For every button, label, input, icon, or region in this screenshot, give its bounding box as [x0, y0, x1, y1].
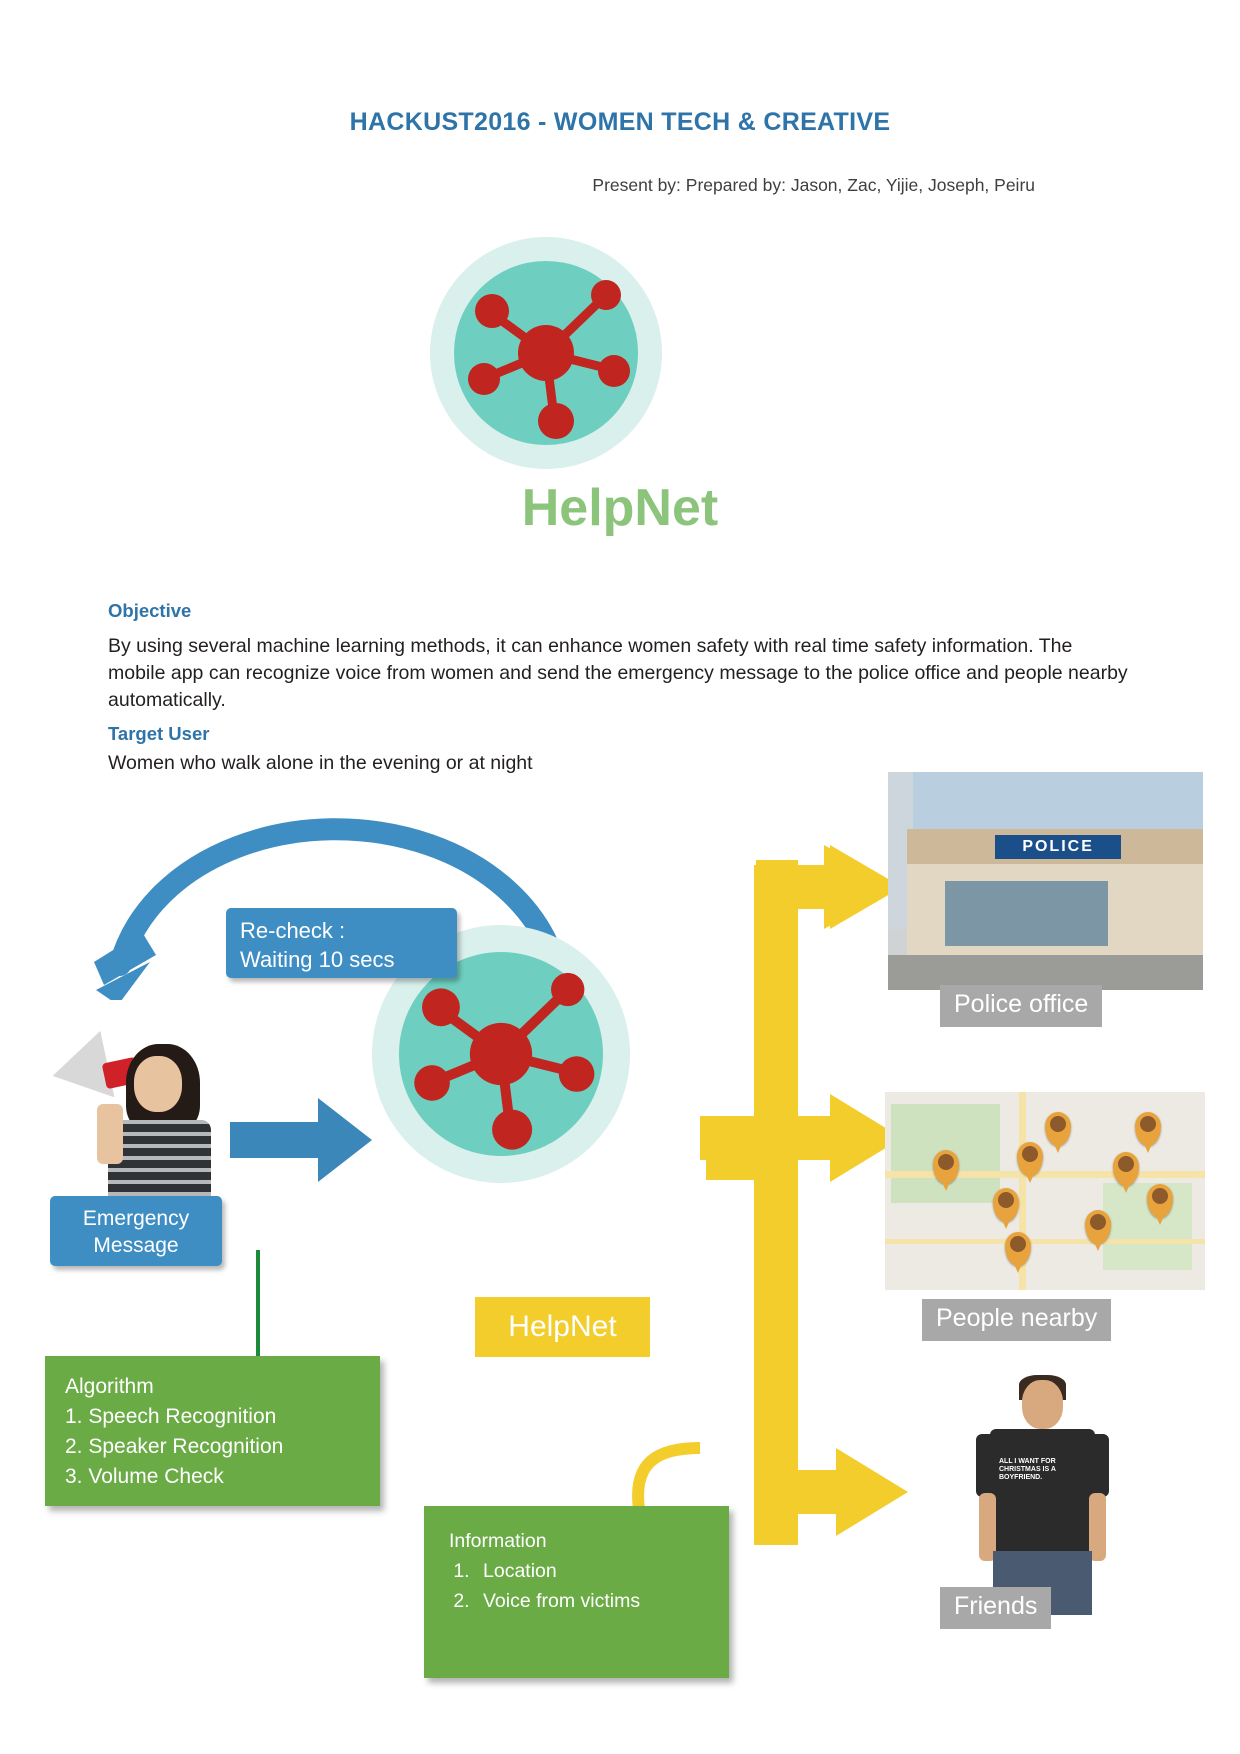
- map-with-people-photo: [885, 1092, 1205, 1290]
- objective-heading: Objective: [108, 600, 192, 621]
- logo-network-icon: [430, 237, 662, 469]
- person-arm: [97, 1104, 123, 1164]
- tshirt-text: ALL I WANT FOR CHRISTMAS IS A BOYFRIEND.: [999, 1458, 1056, 1482]
- map-road-horizontal-2: [885, 1239, 1205, 1244]
- police-sign: POLICE: [995, 835, 1121, 859]
- hub-label: HelpNet: [475, 1297, 650, 1357]
- woman-with-megaphone-photo: [45, 1000, 230, 1200]
- caption-people-nearby: People nearby: [922, 1299, 1111, 1341]
- algorithm-box: [45, 1356, 380, 1506]
- target-user-text: Women who walk alone in the evening or at night: [108, 752, 533, 774]
- person-face: [134, 1056, 182, 1112]
- algorithm-item-2: 2. Speaker Recognition: [65, 1435, 284, 1458]
- emergency-message-box: [50, 1196, 222, 1266]
- information-list: [449, 1556, 729, 1616]
- recheck-box: [226, 908, 457, 978]
- algorithm-item-3: 3. Volume Check: [65, 1465, 224, 1488]
- person-shirt-stripes: [108, 1120, 212, 1200]
- information-item-2: 2. Voice from victims: [475, 1586, 729, 1616]
- caption-police-office: Police office: [940, 985, 1102, 1027]
- presenter-line: Present by: Prepared by: Jason, Zac, Yijie, Joseph, Peiru: [592, 175, 1035, 195]
- recheck-line1: Re-check :: [240, 918, 346, 943]
- target-user-heading: Target User: [108, 723, 210, 744]
- friend-sleeve-left: [976, 1434, 999, 1498]
- police-station-photo: [888, 772, 1203, 990]
- information-title: Information: [449, 1530, 547, 1552]
- police-windows: [945, 881, 1109, 946]
- emergency-line1: Emergency: [82, 1207, 190, 1230]
- objective-text: By using several machine learning methods, it can enhance women safety with real time safety information. The mobile app can recognize voice from women and send the emergency message to the police office and people nearby automatically.: [108, 635, 1128, 711]
- algorithm-title: Algorithm: [65, 1375, 154, 1398]
- friend-sleeve-right: [1086, 1434, 1109, 1498]
- brand-name: HelpNet: [521, 479, 719, 537]
- map-road-horizontal: [885, 1171, 1205, 1178]
- recheck-line2: Waiting 10 secs: [240, 947, 395, 972]
- emergency-line2: Message: [93, 1234, 179, 1257]
- helpnet-logo: [430, 237, 662, 469]
- algorithm-item-1: 1. Speech Recognition: [65, 1405, 277, 1428]
- friend-tshirt-photo: [970, 1375, 1115, 1620]
- page-title: HACKUST2016 - WOMEN TECH & CREATIVE: [349, 108, 891, 136]
- information-item-1: 1. Location: [475, 1556, 729, 1586]
- caption-friends: Friends: [940, 1587, 1051, 1629]
- friend-tshirt: [990, 1429, 1094, 1556]
- friend-head: [1022, 1380, 1063, 1429]
- information-box: [424, 1506, 729, 1678]
